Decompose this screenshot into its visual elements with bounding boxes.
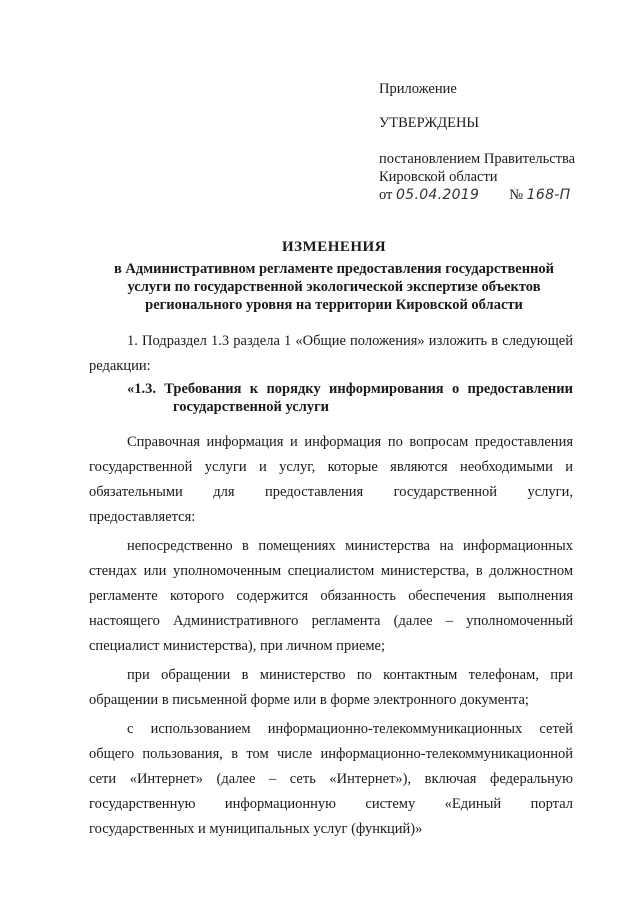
intro-paragraph-block — [89, 329, 573, 379]
title-heading: ИЗМЕНЕНИЯ — [281, 239, 387, 255]
title-subline-2: услуги по государственной экологической экспертизе объектов — [127, 279, 541, 295]
section-heading-line-1: «1.3. Требования к порядку информирования о предоставлении — [127, 381, 573, 397]
body-text — [89, 430, 573, 842]
handwritten-number: 168-П — [526, 187, 571, 203]
decree-authority: постановлением Правительства — [379, 151, 576, 167]
number-label: № — [509, 187, 524, 203]
paragraph: при обращении в министерство по контактным телефонам, при обращении в письменной форме или в форме электронного документа; — [89, 667, 573, 708]
approved-label: УТВЕРЖДЕНЫ — [379, 115, 480, 131]
section-heading — [127, 380, 573, 416]
appendix-label: Приложение — [379, 81, 457, 97]
intro-paragraph: 1. Подраздел 1.3 раздела 1 «Общие положения» изложить в следующей редакции: — [89, 333, 573, 374]
paragraph: непосредственно в помещениях министерства на информационных стендах или уполномоченным специалистом министерства, в должностном регламенте которого содержится обязанность обеспечения выполнения настоящего Административного регламента (далее – уполномоченный специалист министерства), при личном приеме; — [89, 538, 573, 654]
section-heading-line-2: государственной услуги — [173, 399, 330, 415]
title-subline-1: в Административном регламенте предоставления государственной — [113, 261, 555, 277]
paragraph: с использованием информационно-телекоммуникационных сетей общего пользования, в том числе информационно-телекоммуникационной сети «Интернет» (далее – сеть «Интернет»), включая федеральную государственную информационную систему «Единый портал государственных и муниципальных услуг (функций)» — [89, 721, 573, 837]
handwritten-date: 05.04.2019 — [396, 187, 480, 203]
paragraph: Справочная информация и информация по вопросам предоставления государственной услуги и услуг, которые являются необходимыми и обязательными для предоставления государственной услуги, предоставляется: — [89, 434, 573, 525]
decree-region: Кировской области — [379, 169, 498, 185]
decree-date-number — [379, 186, 599, 204]
from-label: от — [379, 187, 393, 203]
document-title — [96, 238, 572, 314]
decree-info — [379, 150, 599, 204]
title-subline-3: регионального уровня на территории Кировской области — [145, 297, 523, 313]
approval-block — [379, 80, 576, 203]
